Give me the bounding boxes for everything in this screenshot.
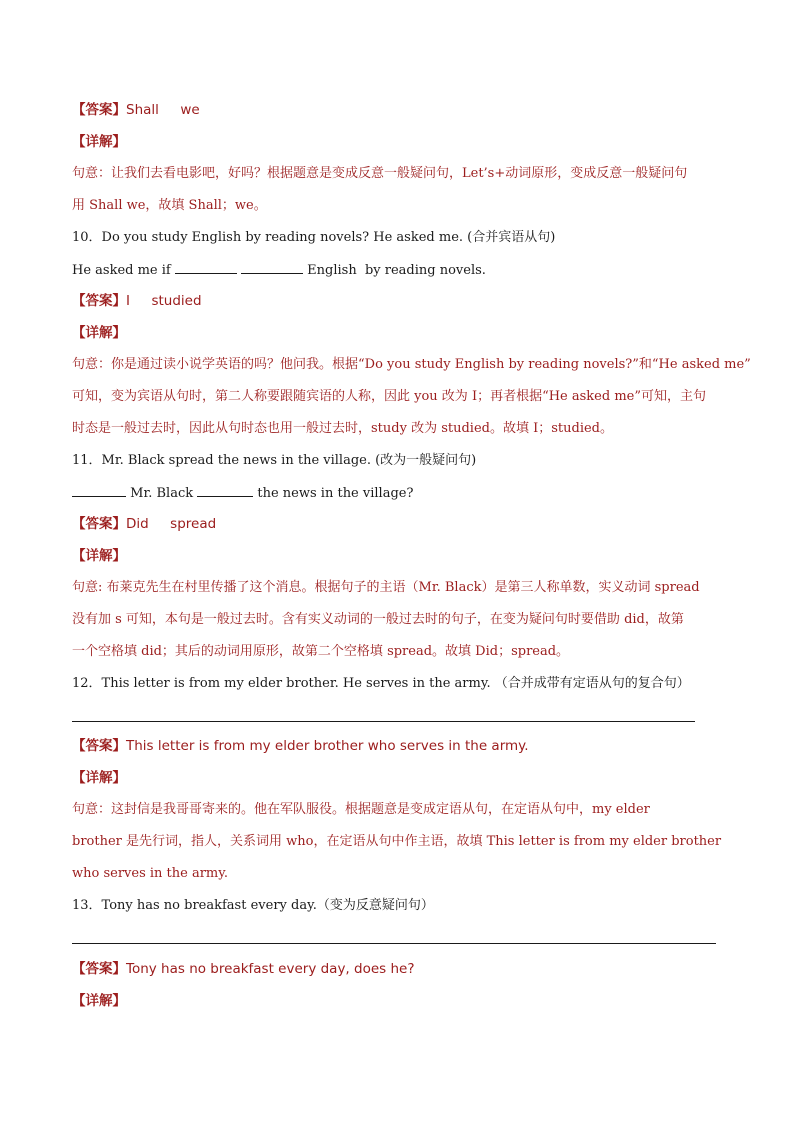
answer-blank[interactable] xyxy=(175,259,237,274)
answer-label: 【答案】 xyxy=(72,102,126,118)
detail-label: 【详解】 xyxy=(72,993,126,1009)
answer-line-rule[interactable] xyxy=(72,721,695,722)
fill-suffix: English by reading novels. xyxy=(303,263,486,278)
answer-blank[interactable] xyxy=(197,482,253,497)
fill-line-10 xyxy=(72,259,486,281)
explanation-line: 可知，变为宾语从句时，第二人称要跟随宾语的人称，因此 you 改为 I；再者根据“He asked me”可知，主句 xyxy=(72,389,706,404)
answer-label: 【答案】 xyxy=(72,961,126,977)
answer-label: 【答案】 xyxy=(72,516,126,532)
fill-suffix: the news in the village? xyxy=(253,486,414,501)
explanation-line: 句意：让我们去看电影吧，好吗？根据题意是变成反意一般疑问句，Let’s+动词原形，变成反意一般疑问句 xyxy=(72,166,688,181)
detail-label: 【详解】 xyxy=(72,548,126,564)
answer-text: I studied xyxy=(126,293,202,309)
answer-line-11 xyxy=(72,514,216,534)
answer-line-13 xyxy=(72,959,415,979)
explanation-line: 句意: 布莱克先生在村里传播了这个消息。根据句子的主语（Mr. Black）是第三人称单数，实义动词 spread xyxy=(72,580,700,595)
answer-text: Did spread xyxy=(126,516,217,532)
question-12: 12．This letter is from my elder brother. He serves in the army. （合并成带有定语从句的复合句） xyxy=(72,676,690,691)
explanation-line: 句意：你是通过读小说学英语的吗？他问我。根据“Do you study English by reading novels?”和“He asked me” xyxy=(72,357,751,372)
answer-text: Tony has no breakfast every day, does he? xyxy=(126,961,415,977)
answer-text: Shall we xyxy=(126,102,200,118)
answer-text: This letter is from my elder brother who serves in the army. xyxy=(126,738,529,754)
detail-label: 【详解】 xyxy=(72,325,126,341)
explanation-line: 用 Shall we，故填 Shall；we。 xyxy=(72,198,267,213)
explanation-line: brother 是先行词，指人，关系词用 who，在定语从句中作主语，故填 This letter is from my elder brother xyxy=(72,834,722,849)
answer-line-10 xyxy=(72,291,202,311)
fill-mid: Mr. Black xyxy=(126,486,198,501)
explanation-line: 一个空格填 did；其后的动词用原形，故第二个空格填 spread。故填 Did；spread。 xyxy=(72,644,570,659)
explanation-line: who serves in the army. xyxy=(72,866,229,881)
detail-label: 【详解】 xyxy=(72,134,126,150)
question-13: 13．Tony has no breakfast every day.（变为反意疑问句） xyxy=(72,898,434,913)
answer-line-12 xyxy=(72,736,529,756)
question-11: 11．Mr. Black spread the news in the village. (改为一般疑问句) xyxy=(72,453,477,468)
fill-line-11 xyxy=(72,482,413,504)
answer-label: 【答案】 xyxy=(72,293,126,309)
explanation-line: 时态是一般过去时，因此从句时态也用一般过去时，study 改为 studied。故填 I；studied。 xyxy=(72,421,613,436)
explanation-line: 没有加 s 可知，本句是一般过去时。含有实义动词的一般过去时的句子，在变为疑问句时要借助 did，故第 xyxy=(72,612,684,627)
answer-line-9 xyxy=(72,100,200,120)
answer-line-rule[interactable] xyxy=(72,943,716,944)
explanation-line: 句意：这封信是我哥哥寄来的。他在军队服役。根据题意是变成定语从句，在定语从句中，my elder xyxy=(72,802,650,817)
answer-blank[interactable] xyxy=(241,259,303,274)
answer-blank[interactable] xyxy=(72,482,126,497)
detail-label: 【详解】 xyxy=(72,770,126,786)
question-10: 10．Do you study English by reading novels? He asked me. (合并宾语从句) xyxy=(72,230,556,245)
fill-prefix: He asked me if xyxy=(72,263,175,278)
answer-label: 【答案】 xyxy=(72,738,126,754)
